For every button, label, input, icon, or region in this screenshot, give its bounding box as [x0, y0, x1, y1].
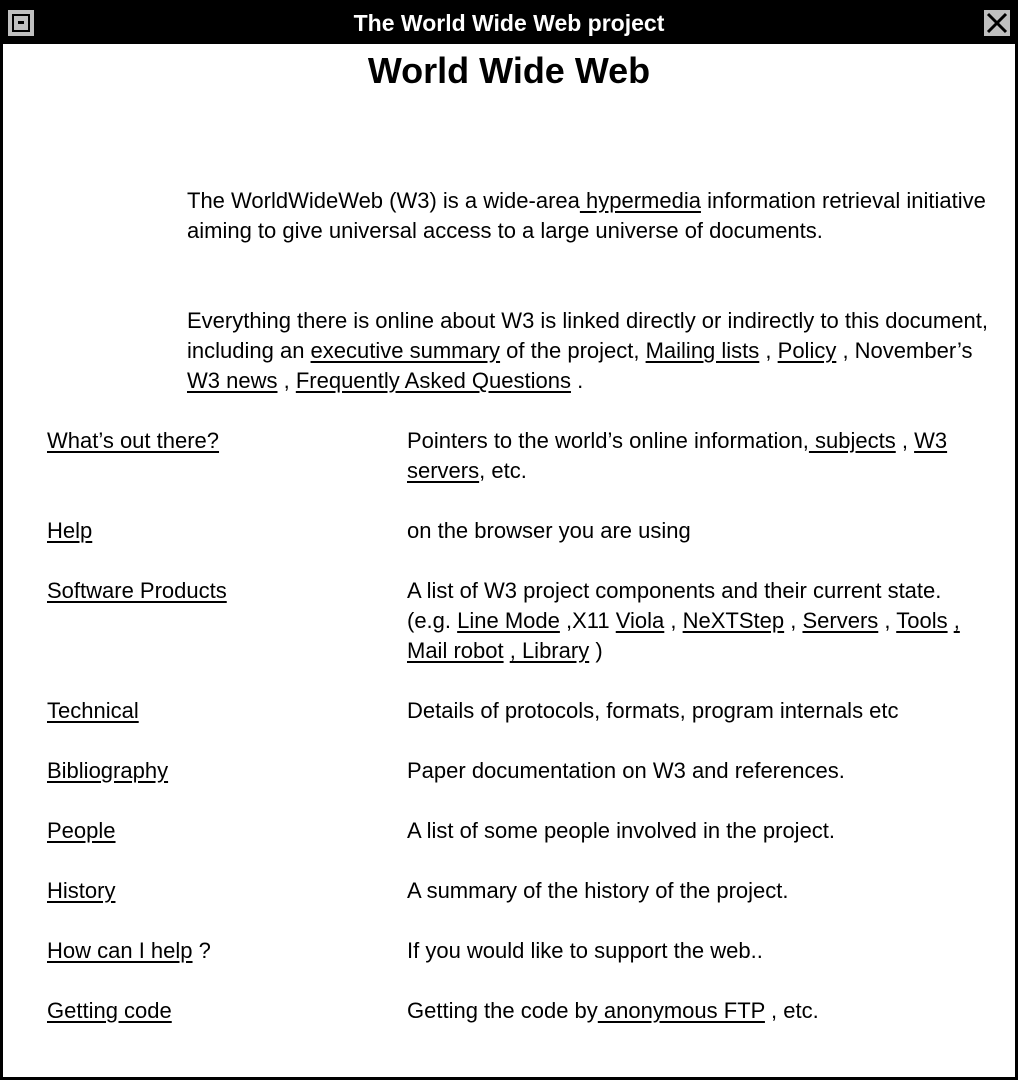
hypermedia-link[interactable]: hypermedia	[579, 188, 701, 213]
getting-code-link[interactable]: Getting code	[47, 998, 172, 1023]
help-link[interactable]: Help	[47, 518, 93, 543]
anonymous-ftp-link[interactable]: anonymous FTP	[597, 998, 765, 1023]
technical-link[interactable]: Technical	[47, 698, 139, 723]
how-can-i-help-description: If you would like to support the web..	[407, 938, 763, 963]
history-description: A summary of the history of the project.	[407, 878, 789, 903]
how-can-i-help-link[interactable]: How can I help	[47, 938, 193, 963]
viola-link[interactable]: Viola	[615, 608, 665, 633]
close-button[interactable]	[982, 8, 1012, 38]
faq-link[interactable]: Frequently Asked Questions	[295, 368, 571, 393]
subjects-link[interactable]: subjects	[808, 428, 896, 453]
page-title: World Wide Web	[367, 50, 651, 91]
policy-link[interactable]: Policy	[777, 338, 837, 363]
w3-news-link[interactable]: W3 news	[187, 368, 278, 393]
technical-description: Details of protocols, formats, program internals etc	[407, 698, 899, 723]
getting-code-description: Getting the code by anonymous FTP , etc.	[407, 998, 819, 1023]
tools-link[interactable]: Tools	[896, 608, 948, 633]
line-mode-link[interactable]: Line Mode	[457, 608, 560, 633]
whats-out-there-description: Pointers to the world’s online information, subjects , W3 servers, etc.	[407, 428, 948, 483]
mail-robot-link[interactable]: , Mail robot	[407, 608, 960, 663]
mailing-lists-link[interactable]: Mailing lists	[645, 338, 760, 363]
intro-paragraph: The WorldWideWeb (W3) is a wide-area hypermedia information retrieval initiative aiming to give universal access to a large universe of documents.	[187, 188, 986, 243]
title-bar[interactable]	[3, 3, 1015, 44]
executive-summary-link[interactable]: executive summary	[310, 338, 501, 363]
window-title: The World Wide Web project	[353, 10, 665, 36]
help-description: on the browser you are using	[407, 518, 691, 543]
bibliography-link[interactable]: Bibliography	[47, 758, 169, 783]
history-link[interactable]: History	[47, 878, 116, 903]
servers-link[interactable]: Servers	[802, 608, 879, 633]
bibliography-description: Paper documentation on W3 and references.	[407, 758, 845, 783]
library-link[interactable]: , Library	[509, 638, 590, 663]
people-description: A list of some people involved in the project.	[407, 818, 836, 843]
software-products-description: A list of W3 project components and their current state. (e.g. Line Mode ,X11 Viola , NeXTStep , Servers , Tools , Mail robot , Library )	[407, 578, 960, 663]
overview-paragraph: Everything there is online about W3 is linked directly or indirectly to this document, including an executive summary of the project, Mailing lists , Policy , November’s W3 news , Frequently Asked Questions .	[187, 308, 988, 393]
people-link[interactable]: People	[47, 818, 116, 843]
software-products-link[interactable]: Software Products	[47, 578, 227, 603]
nextstep-link[interactable]: NeXTStep	[682, 608, 785, 633]
document-area: World Wide Web The WorldWideWeb (W3) is a wide-area hypermedia information retrieval initiative aiming to give universal access to a large universe of documents. Everything there is online about W3 is linked directly or indirectly to this document, including an executive summary of the project, Mailing lists , Policy , November’s W3 news , Frequently Asked Questions . What’s out there? Pointers to the world’s online information, subjects , W3 servers, etc. Help on the browser you are using Software Products A list of W3 project components and their current state. (e.g. Line Mode ,X11 Viola , NeXTStep , Servers , Tools , Mail robot , Library ) Technical Details of protocols, formats, program internals etc Bibliography Paper documentation on W3 and references. People A list of some people involved in the project. History A summary of the history of the project. How can I help ? If you would like to support the web.. Getting code Getting the code by anonymous FTP , etc.	[3, 44, 1015, 1077]
whats-out-there-link[interactable]: What’s out there?	[47, 428, 220, 453]
w3-servers-link[interactable]: W3 servers	[407, 428, 948, 483]
close-icon	[984, 10, 1010, 36]
